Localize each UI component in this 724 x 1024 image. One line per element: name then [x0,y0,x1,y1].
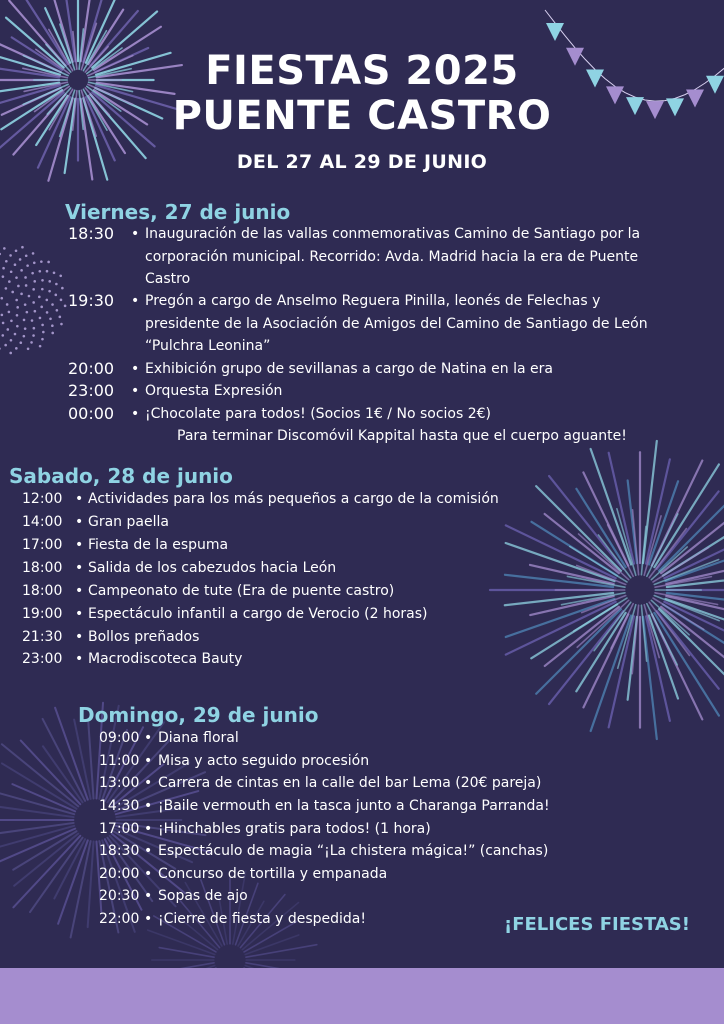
bullet: • [144,821,153,837]
closing-greeting: ¡FELICES FIESTAS! [504,914,690,935]
event-description-line: Sopas de ajo [158,888,248,904]
bullet: • [131,226,140,242]
bullet: • [75,560,84,576]
bullet: • [75,491,84,507]
event-time: 23:00 [22,651,63,667]
event-time: 13:00 [99,775,140,791]
event-description-line: Gran paella [88,514,169,530]
bullet: • [131,361,140,377]
event-description-line: Actividades para los más pequeños a cargo de la comisión [88,491,499,507]
event-time: 20:00 [99,866,140,882]
schedule-item [22,557,582,580]
schedule-item [99,863,589,886]
day-title-domingo: Domingo, 29 de junio [78,703,319,727]
event-description-line: Macrodiscoteca Bauty [88,651,243,667]
bullet: • [144,730,153,746]
event-description-line: “Pulchra Leonina” [145,338,271,354]
event-description-line: Castro [145,271,191,287]
bullet: • [75,651,84,667]
event-time: 22:00 [99,911,140,927]
day-title-sabado: Sabado, 28 de junio [9,464,233,488]
bullet: • [131,383,140,399]
day-note: Para terminar Discomóvil Kappital hasta que el cuerpo aguante! [177,428,627,444]
bullet: • [144,798,153,814]
schedule-item [22,488,582,511]
event-description-line: ¡Hinchables gratis para todos! (1 hora) [158,821,431,837]
bullet: • [75,514,84,530]
bullet: • [75,583,84,599]
event-time: 19:00 [22,606,63,622]
day-title-viernes: Viernes, 27 de junio [65,200,291,224]
event-description-line: Concurso de tortilla y empanada [158,866,388,882]
bullet: • [144,911,153,927]
event-description-line: Salida de los cabezudos hacia León [88,560,337,576]
date-range-subtitle: DEL 27 AL 29 DE JUNIO [236,151,488,173]
event-description-line: Espectáculo de magia “¡La chistera mágica!” (canchas) [158,843,549,859]
schedule-item [22,648,582,671]
event-time: 00:00 [68,404,115,423]
event-description-line: Pregón a cargo de Anselmo Reguera Pinilla, leonés de Felechas y [145,293,601,309]
event-time: 18:30 [99,843,140,859]
event-description-line: Diana floral [158,730,239,746]
bullet: • [144,775,153,791]
bullet: • [75,629,84,645]
schedule-item [68,290,708,358]
event-time: 23:00 [68,381,115,400]
schedule-item [68,223,708,291]
event-time: 09:00 [99,730,140,746]
event-time: 21:30 [22,629,63,645]
event-description-line: Espectáculo infantil a cargo de Verocio (2 horas) [88,606,428,622]
event-time: 17:00 [99,821,140,837]
event-time: 18:00 [22,583,63,599]
bullet: • [144,753,153,769]
schedule-item [68,380,708,403]
event-time: 20:30 [99,888,140,904]
schedule-item [99,750,589,773]
event-time: 18:00 [22,560,63,576]
schedule-item [99,885,589,908]
event-time: 20:00 [68,359,115,378]
event-time: 11:00 [99,753,140,769]
bullet: • [144,866,153,882]
event-time: 12:00 [22,491,63,507]
event-description-line: ¡Baile vermouth en la tasca junto a Charanga Parranda! [158,798,550,814]
firework-icon [0,246,66,354]
event-description-line: Exhibición grupo de sevillanas a cargo de Natina en la era [145,361,553,377]
event-description-line: Misa y acto seguido procesión [158,753,370,769]
bullet: • [131,293,140,309]
event-time: 17:00 [22,537,63,553]
schedule-item [99,818,589,841]
schedule-item [22,626,582,649]
schedule-item [99,840,589,863]
event-description-line: ¡Chocolate para todos! (Socios 1€ / No socios 2€) [145,406,491,422]
event-description-line: Bollos preñados [88,629,200,645]
bullet: • [131,406,140,422]
event-description-line: Campeonato de tute (Era de puente castro) [88,583,395,599]
event-time: 14:30 [99,798,140,814]
schedule-item [22,511,582,534]
event-time: 18:30 [68,224,115,243]
title-line-1: FIESTAS 2025 [205,48,519,94]
event-time: 19:30 [68,291,115,310]
event-description-line: presidente de la Asociación de Amigos del Camino de Santiago de León [145,315,648,332]
bullet: • [75,606,84,622]
event-description-line: Orquesta Expresión [145,383,283,399]
event-description-line: Fiesta de la espuma [88,537,229,553]
bullet: • [75,537,84,553]
event-description-line: Carrera de cintas en la calle del bar Lema (20€ pareja) [158,775,542,791]
footer-bar [0,968,724,1024]
event-time: 14:00 [22,514,63,530]
schedule-item [22,603,582,626]
event-description-line: corporación municipal. Recorrido: Avda. Madrid hacia la era de Puente [145,248,639,265]
title-line-2: PUENTE CASTRO [172,93,552,139]
event-description-line: Inauguración de las vallas conmemorativas Camino de Santiago por la [145,226,641,242]
schedule-item [22,580,582,603]
schedule-item [68,403,708,426]
event-description-line: ¡Cierre de fiesta y despedida! [158,911,366,927]
bullet: • [144,843,153,859]
schedule-item [99,795,589,818]
schedule-item [68,358,708,381]
schedule-item [99,727,589,750]
bullet: • [144,888,153,904]
schedule-item [22,534,582,557]
schedule-item [99,772,589,795]
